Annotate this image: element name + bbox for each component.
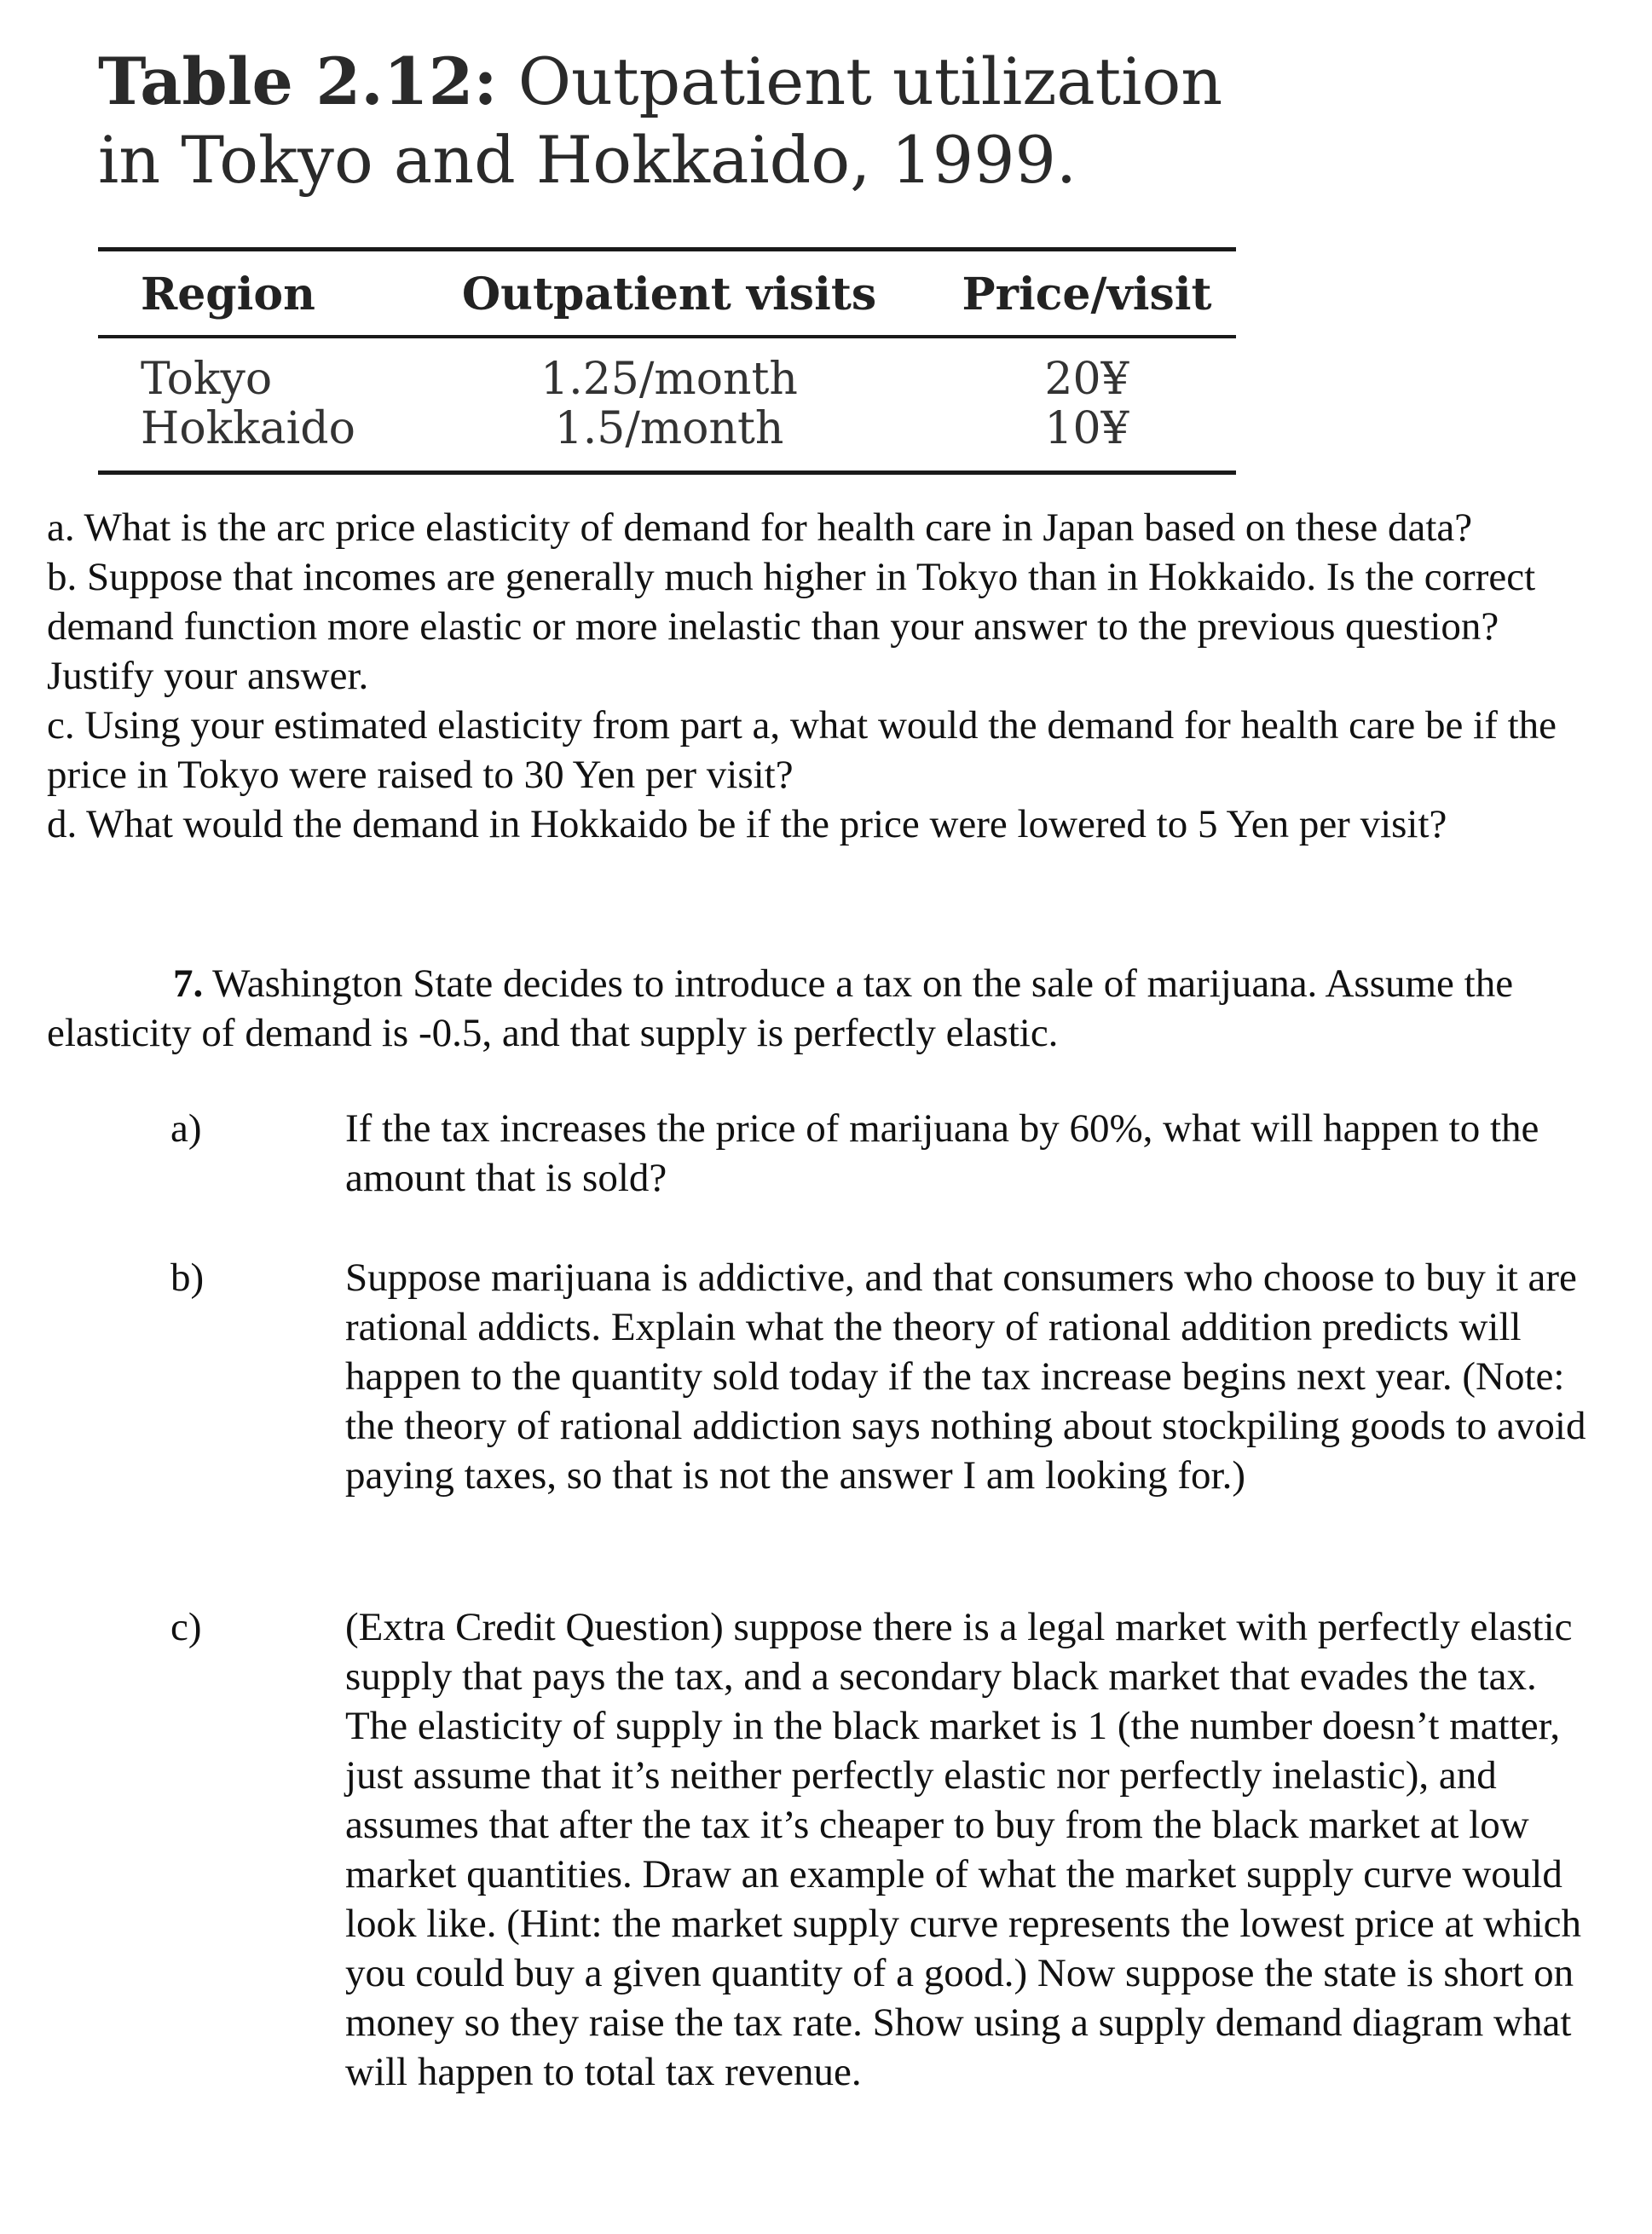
table-header-rule: [98, 335, 1236, 338]
question-7: [47, 959, 1598, 1058]
question-7c-label: c): [170, 1605, 202, 1649]
question-c: c. Using your estimated elasticity from part a, what would the demand for health care be if the price in Tokyo were raised to 30 Yen per visit?: [47, 703, 1557, 797]
table-cell-visits: 1.5/month: [554, 403, 784, 454]
question-7-number: 7.: [173, 961, 204, 1006]
table-caption-title-line2: in Tokyo and Hokkaido, 1999.: [98, 122, 1077, 198]
table-bottom-rule: [98, 470, 1236, 475]
table-cell-price: 10¥: [1044, 403, 1129, 454]
question-a: a. What is the arc price elasticity of demand for health care in Japan based on these data?: [47, 505, 1473, 550]
questions-a-to-d: [47, 503, 1598, 849]
table-header-visits: Outpatient visits: [461, 268, 877, 320]
table-caption-title-line1: Outpatient utilization: [517, 43, 1223, 119]
question-7c-text: (Extra Credit Question) suppose there is a legal market with perfectly elastic supply that pays the tax, and a secondary black market that evades the tax. The elasticity of supply in the black market is 1 (the number doesn’t matter, just assume that it’s neither perfectly elastic nor perfectly inelastic), and assumes that after the tax it’s cheaper to buy from the black market at low market quantities. Draw an example of what the market supply curve would look like. (Hint: the market supply curve represents the lowest price at which you could buy a given quantity of a good.) Now suppose the state is short on money so they raise the tax rate. Show using a supply demand diagram what will happen to total tax revenue.: [345, 1605, 1582, 2094]
table-caption-label: Table 2.12:: [98, 43, 498, 119]
table-cell-region: Tokyo: [141, 354, 273, 405]
table-caption: [98, 43, 1291, 199]
table-cell-region: Hokkaido: [141, 403, 355, 454]
question-7-text: Washington State decides to introduce a tax on the sale of marijuana. Assume the elasticity of demand is -0.5, and that supply is perfectly elastic.: [47, 961, 1514, 1055]
table-header-price: Price/visit: [962, 268, 1212, 320]
table-cell-price: 20¥: [1044, 354, 1129, 405]
question-7b-text: Suppose marijuana is addictive, and that consumers who choose to buy it are rational addicts. Explain what the theory of rational addition predicts will happen to the quantity sold today if the tax increase begins next year. (Note: the theory of rational addiction says nothing about stockpiling goods to avoid paying taxes, so that is not the answer I am looking for.): [345, 1256, 1586, 1498]
utilization-table: [98, 247, 1236, 476]
table-top-rule: [98, 247, 1236, 251]
question-7b-label: b): [170, 1256, 205, 1300]
question-b: b. Suppose that incomes are generally much higher in Tokyo than in Hokkaido. Is the correct demand function more elastic or more inelastic than your answer to the previous question? Justify your answer.: [47, 555, 1536, 698]
question-7a-text: If the tax increases the price of marijuana by 60%, what will happen to the amount that is sold?: [345, 1106, 1539, 1200]
question-d: d. What would the demand in Hokkaido be if the price were lowered to 5 Yen per visit?: [47, 802, 1447, 846]
table-cell-visits: 1.25/month: [540, 354, 798, 405]
question-7a-label: a): [170, 1106, 202, 1151]
table-header-region: Region: [141, 268, 315, 320]
